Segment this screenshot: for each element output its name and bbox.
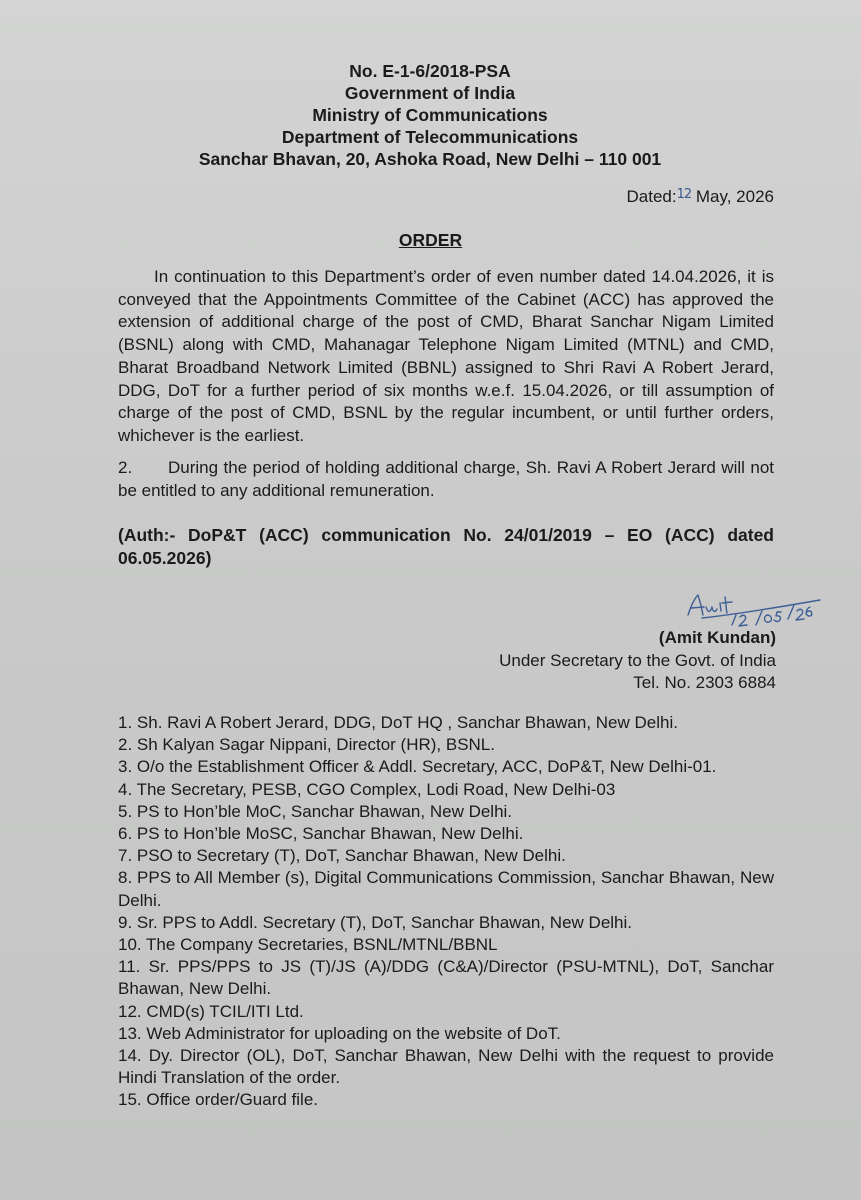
distribution-item: 2. Sh Kalyan Sagar Nippani, Director (HR), BSNL. (118, 735, 495, 755)
paragraph-2-text: During the period of holding additional charge, Sh. Ravi A Robert Jerard will not be entitled to any additional remuneration. (118, 458, 774, 500)
order-title: ORDER (398, 230, 463, 250)
department-line: Department of Telecommunications (281, 127, 579, 147)
date-label: Dated: (626, 187, 677, 206)
distribution-item: 9. Sr. PPS to Addl. Secretary (T), DoT, Sanchar Bhawan, New Delhi. (118, 912, 633, 932)
paragraph-1: In continuation to this Department’s order of even number dated 14.04.2026, it is conveyed that the Appointments Committee of the Cabinet (ACC) has approved the extension of additional charge of the post of CMD, Bharat Sanchar Nigam Limited (BSNL) along with CMD, Mahanagar Telephone Nigam Limited (MTNL) and CMD, Bharat Broadband Network Limited (BBNL) assigned to Shri Ravi A Robert Jerard, DDG, DoT for a further period of six months w.e.f. 15.04.2026, or till assumption of charge of the post of CMD, BSNL by the regular incumbent, or until further orders, whichever is the earliest. (118, 267, 774, 445)
distribution-item: 15. Office order/Guard file. (118, 1090, 319, 1110)
distribution-item: 8. PPS to All Member (s), Digital Communications Commission, Sanchar Bhawan, New Delhi. (118, 868, 774, 910)
distribution-item: 1. Sh. Ravi A Robert Jerard, DDG, DoT HQ , Sanchar Bhawan, New Delhi. (118, 713, 678, 732)
distribution-item: 5. PS to Hon’ble MoC, Sanchar Bhawan, New Delhi. (118, 801, 513, 821)
handwritten-day: 12 (676, 187, 692, 202)
ministry-line: Ministry of Communications (312, 105, 548, 125)
date-month-year: May, 2026 (695, 187, 774, 206)
distribution-item: 3. O/o the Establishment Officer & Addl. Secretary, ACC, DoP&T, New Delhi-01. (118, 757, 717, 777)
address-line: Sanchar Bhavan, 20, Ashoka Road, New Delhi – 110 001 (198, 149, 662, 169)
signatory-name: (Amit Kundan) (658, 628, 776, 647)
date-line (560, 187, 774, 207)
authority-note: (Auth:- DoP&T (ACC) communication No. 24/01/2019 – EO (ACC) dated 06.05.2026) (118, 525, 774, 568)
paragraph-2 (118, 457, 774, 502)
distribution-list (118, 712, 774, 1112)
letterhead (150, 60, 710, 170)
signatory-tel: Tel. No. 2303 6884 (633, 673, 776, 692)
paragraph-2-number: 2. (118, 458, 133, 477)
distribution-item: 7. PSO to Secretary (T), DoT, Sanchar Bhawan, New Delhi. (118, 846, 566, 866)
distribution-item: 10. The Company Secretaries, BSNL/MTNL/BBNL (118, 935, 498, 955)
distribution-item: 14. Dy. Director (OL), DoT, Sanchar Bhawan, New Delhi with the request to provide Hindi Translation of the order. (118, 1046, 774, 1088)
government-line: Government of India (344, 83, 516, 103)
order-number: No. E-1-6/2018-PSA (349, 61, 511, 81)
signatory-designation: Under Secretary to the Govt. of India (499, 650, 776, 670)
distribution-item: 12. CMD(s) TCIL/ITI Ltd. (118, 1001, 304, 1021)
distribution-item: 11. Sr. PPS/PPS to JS (T)/JS (A)/DDG (C&A)/Director (PSU-MTNL), DoT, Sanchar Bhawan, New Delhi. (118, 957, 774, 999)
distribution-item: 4. The Secretary, PESB, CGO Complex, Lodi Road, New Delhi-03 (118, 779, 616, 799)
signatory-block (470, 627, 776, 695)
distribution-item: 6. PS to Hon’ble MoSC, Sanchar Bhawan, New Delhi. (118, 824, 524, 844)
distribution-item: 13. Web Administrator for uploading on the website of DoT. (118, 1023, 561, 1043)
